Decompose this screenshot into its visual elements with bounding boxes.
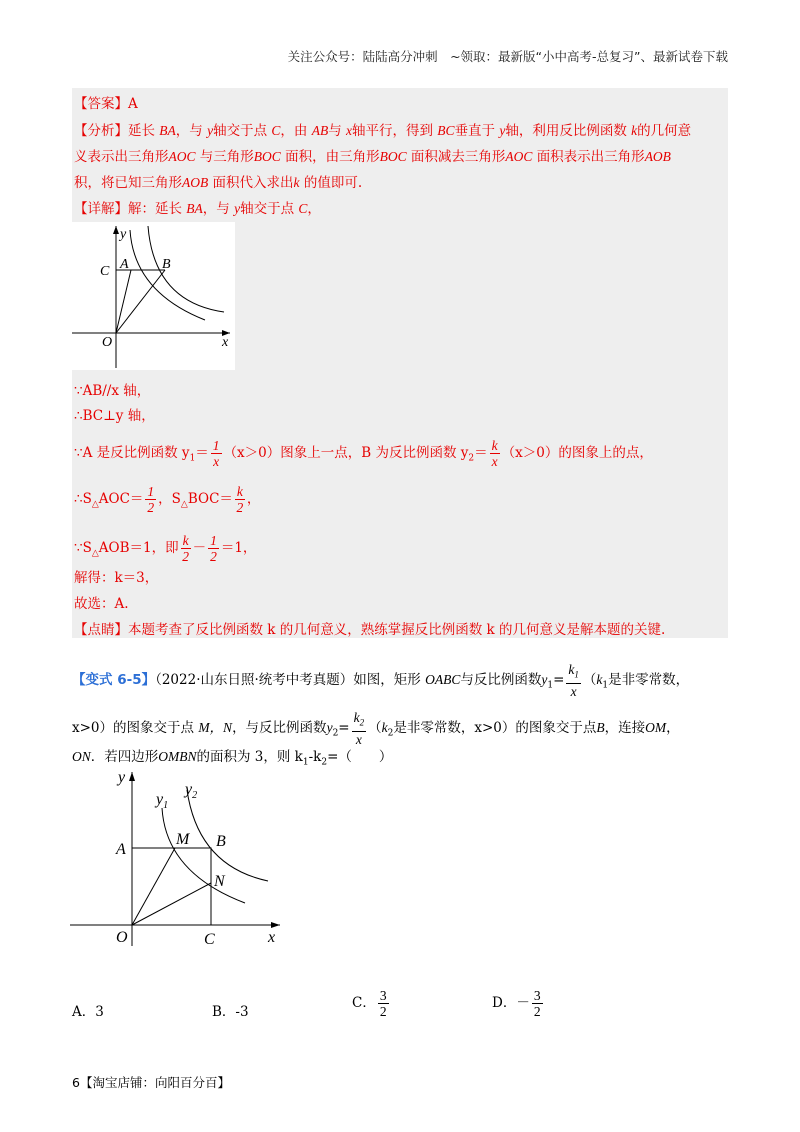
- option-b[interactable]: B．-3: [212, 1004, 249, 1020]
- comment-line: 【点睛】本题考查了反比例函数 k 的几何意义，熟练掌握反比例函数 k 的几何意义是解本题的关键.: [74, 622, 666, 638]
- analysis-line-2: 义表示出三角形AOC 与三角形BOC 面积，由三角形BOC 面积减去三角形AOC 面积表示出三角形AOB: [74, 149, 671, 165]
- step-5: $\because S_\triangle AOB=1$，即 $\frac{k}{2}$ － $\frac{1}{2}$ ＝1，: [74, 533, 257, 564]
- figure-2: [70, 768, 285, 948]
- step-1: ∵AB//x 轴，: [74, 383, 151, 399]
- step-3: ∵A 是反比例函数 $y_1=$ $\frac{1}{x}$ （x＞0）图象上一点，B 为反比例函数 $y_2=$ $\frac{k}{x}$ （x＞0）的图象上的点，: [74, 438, 653, 469]
- page-number: 6: [72, 1075, 80, 1090]
- detail-line: 【详解】解：延长 BA，与 y轴交于点 C，: [74, 201, 321, 217]
- variant-tag: 【变式 6-5】: [72, 671, 156, 688]
- analysis-line-1: 【分析】延长 BA，与 y轴交于点 C，由 AB与 x轴平行，得到 BC垂直于 y轴，利用反比例函数 k的几何意: [74, 123, 692, 139]
- fig1-label-x: x: [222, 335, 229, 350]
- question-line-2: x>0）的图象交于点 M，N，与反比例函数$y_2=$ $\frac{k_2}{x}$ （$k_2$是非零常数，x>0）的图象交于点B，连接OM，: [72, 710, 680, 747]
- fig2-label-y1: $y_1$: [156, 791, 169, 811]
- fig2-label-A: A: [116, 841, 126, 858]
- fig1-label-y: y: [120, 227, 127, 242]
- fig1-label-O: O: [102, 335, 113, 350]
- page-footer: [72, 1073, 230, 1091]
- page-header: 关注公众号：陆陆高分冲刺 ~领取：最新版“小中高考-总复习”、最新试卷下载: [287, 49, 728, 64]
- fig1-label-B: B: [162, 257, 171, 272]
- option-d[interactable]: D．－ $\frac{3}{2}$: [492, 988, 541, 1019]
- fig1-label-C: C: [100, 264, 110, 279]
- shop-name: 【淘宝店铺：向阳百分百】: [79, 1075, 230, 1090]
- figure-1: [72, 222, 235, 370]
- option-c[interactable]: C． $\frac{3}{2}$: [352, 988, 387, 1019]
- fig2-label-M: M: [176, 831, 190, 848]
- fig2-label-N: N: [214, 873, 225, 890]
- fig2-label-y2: $y_2$: [185, 781, 198, 801]
- fig2-label-x: x: [268, 929, 276, 946]
- fig2-label-y: y: [118, 769, 126, 786]
- question-line-3: ON．若四边形OMBN的面积为 3，则 $k_1-k_2=$（ ）: [72, 749, 393, 768]
- step-7: 故选：A.: [74, 596, 129, 612]
- question-line-1: 【变式 6-5】（2022·山东日照·统考中考真题）如图，矩形 OABC与反比例函数$y_1=$ $\frac{k_1}{x}$ （$k_1$是非零常数，: [72, 662, 690, 699]
- fig2-label-B: B: [216, 833, 226, 850]
- step-6: 解得：k＝3，: [74, 570, 159, 586]
- step-2: ∴BC⊥y 轴，: [74, 408, 155, 424]
- fig1-label-A: A: [120, 257, 129, 272]
- fig2-label-O: O: [116, 929, 128, 946]
- answer-line: 【答案】A: [74, 96, 138, 112]
- option-a[interactable]: A．3: [72, 1004, 104, 1020]
- analysis-line-3: 积，将已知三角形AOB 面积代入求出k 的值即可.: [74, 175, 363, 191]
- fig2-label-C: C: [204, 931, 215, 948]
- step-4: $\therefore S_\triangle AOC=$ $\frac{1}{2}$ ，$S_\triangle BOC=$ $\frac{k}{2}$ ，: [74, 484, 261, 515]
